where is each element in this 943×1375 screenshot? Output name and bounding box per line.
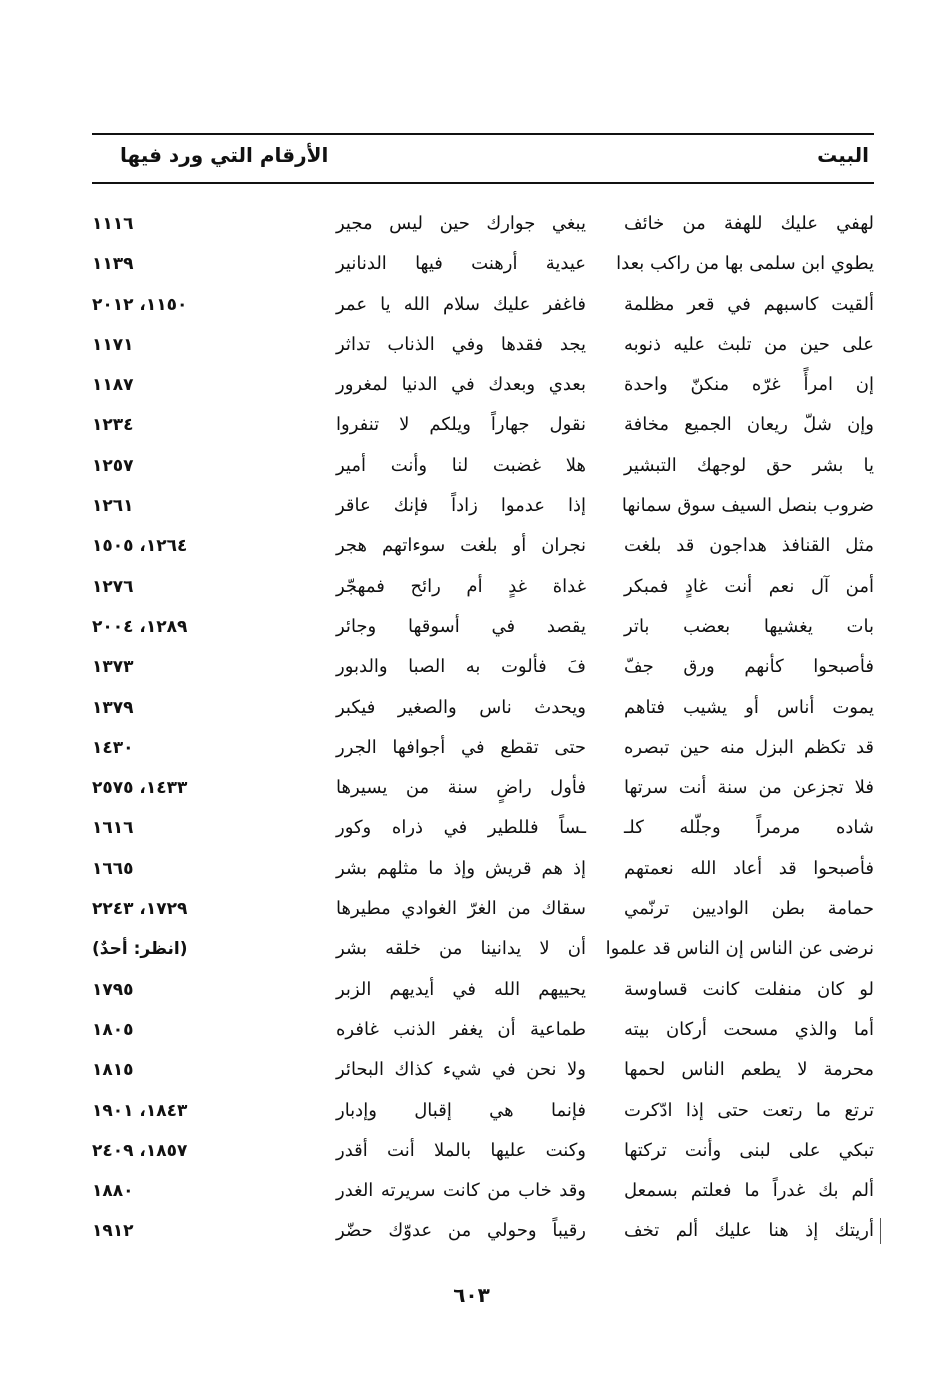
table-row [92, 365, 874, 405]
table-row [92, 768, 874, 808]
verse-reference-numbers: ١٨٤٣، ١٩٠١ [92, 1100, 188, 1121]
verse-reference-numbers: ١٨٥٧، ٢٤٠٩ [92, 1140, 188, 1161]
table-row [92, 929, 874, 969]
verse-first-hemistich: تبكي على لبنى وأنت تركتها [624, 1139, 874, 1161]
verse-second-hemistich: عيدية أرهنت فيها الدنانير [336, 253, 586, 275]
table-row [92, 889, 874, 929]
table-row [92, 1211, 874, 1251]
verse-first-hemistich: لو كان منفلت كانت قساوسة [624, 978, 874, 1000]
verse-reference-numbers: ١٢٦٤، ١٥٠٥ [92, 536, 188, 557]
table-row [92, 647, 874, 687]
verse-first-hemistich: يطوي ابن سلمى بها من راكب بعدا [616, 253, 874, 275]
verse-second-hemistich: نجران أو بلغت سوءاتهم هجر [336, 535, 586, 557]
table-row [92, 244, 874, 284]
verse-second-hemistich: سقاك من الغرّ الغوادي مطيرها [336, 898, 586, 920]
verse-reference-numbers: ١٧٢٩، ٢٢٤٣ [92, 899, 188, 920]
verse-second-hemistich: وكنت عليها بالملا أنت أقدر [336, 1139, 586, 1161]
header-bottom-rule [92, 182, 874, 184]
verse-second-hemistich: يحييهم الله في أيديهم الزبر [336, 978, 586, 1000]
table-row [92, 1171, 874, 1211]
verse-second-hemistich: فاغفر عليك سلام الله يا عمر [336, 293, 586, 315]
verse-first-hemistich: نرضى عن الناس إن الناس قد علموا [605, 938, 874, 960]
verse-first-hemistich: حمامة بطن الواديين ترنّمي [624, 898, 874, 920]
verse-reference-numbers: ١٨٠٥ [92, 1019, 134, 1040]
verse-index-table [92, 204, 874, 1252]
verse-reference-numbers: ١٢٥٧ [92, 455, 134, 476]
verse-reference-numbers: ١٧٩٥ [92, 979, 134, 1000]
verse-first-hemistich: فلا تجزعن من سنة أنت سرتها [624, 777, 874, 799]
verse-second-hemistich: إذ هم قريش وإذ ما مثلهم بشر [336, 857, 586, 879]
verse-reference-numbers: ١٣٧٩ [92, 697, 134, 718]
verse-reference-numbers: ١١٨٧ [92, 375, 134, 396]
verse-first-hemistich: فأصبحوا قد أعاد الله نعمتهم [624, 857, 874, 879]
verse-second-hemistich: يجد فقدها وفي الذناب تداثر [336, 333, 586, 355]
verse-second-hemistich: هلا غضبت لنا وأنت أمير [336, 454, 586, 476]
table-row [92, 325, 874, 365]
verse-first-hemistich: محرمة لا يطعم الناس لحمها [624, 1059, 874, 1081]
verse-reference-numbers: (انظر: أحدٌ) [92, 939, 188, 960]
verse-reference-numbers: ١٢٣٤ [92, 415, 134, 436]
verse-second-hemistich: ـساً فللطير في ذراه وكور [336, 817, 586, 839]
table-row [92, 1091, 874, 1131]
verse-second-hemistich: رقيباً وحولي من عدوّك حضّر [336, 1220, 586, 1242]
verse-second-hemistich: إذا عدموا زاداً فإنك عاقر [336, 495, 586, 517]
verse-first-hemistich: يا بشر حق لوجهك التبشير [624, 454, 874, 476]
verse-first-hemistich: ترتع ما رتعت حتى إذا ادّكرت [624, 1099, 874, 1121]
verse-second-hemistich: نقول جهاراً ويلكم لا تنفروا [336, 414, 586, 436]
verse-reference-numbers: ١٢٧٦ [92, 576, 134, 597]
table-row [92, 1131, 874, 1171]
verse-first-hemistich: ألم بك غدراً ما فعلتم بسمعل [624, 1180, 874, 1202]
page-number: ٦٠٣ [453, 1283, 490, 1307]
verse-first-hemistich: أما والذي مسحت أركان بيته [624, 1018, 874, 1040]
column-header-numbers: الأرقام التي ورد فيها [120, 143, 329, 167]
verse-first-hemistich: وإن شلّ ريعان الجميع مخافة [624, 414, 874, 436]
table-row [92, 526, 874, 566]
verse-second-hemistich: فَ فألوت به الصبا والدبور [336, 656, 586, 678]
verse-reference-numbers: ١٣٧٣ [92, 657, 134, 678]
verse-second-hemistich: يقصد في أسوقها وجائر [336, 615, 586, 637]
verse-second-hemistich: أن لا يدانينا من خلقه بشر [336, 938, 586, 960]
table-row [92, 446, 874, 486]
verse-second-hemistich: ويحدث ناس والصغير فيكبر [336, 696, 586, 718]
verse-reference-numbers: ١١٥٠، ٢٠١٢ [92, 294, 188, 315]
table-row [92, 285, 874, 325]
verse-first-hemistich: ضروب بنصل السيف سوق سمانها [621, 495, 874, 517]
table-row [92, 405, 874, 445]
table-row [92, 1010, 874, 1050]
verse-second-hemistich: حتى تقطع في أجوافها الجرر [336, 736, 586, 758]
table-row [92, 486, 874, 526]
verse-first-hemistich: فأصبحوا كأنهم ورق جفّ [624, 656, 874, 678]
verse-first-hemistich: أمن آل نعم أنت غادٍ فمبكر [624, 575, 874, 597]
verse-reference-numbers: ١٢٨٩، ٢٠٠٤ [92, 616, 188, 637]
verse-second-hemistich: يبغي جوارك حين ليس مجير [336, 213, 586, 234]
verse-first-hemistich: بات يغشيها بعضب باتر [624, 615, 874, 637]
table-row [92, 970, 874, 1010]
header-top-rule [92, 133, 874, 135]
verse-reference-numbers: ١١٧١ [92, 334, 134, 355]
table-row [92, 607, 874, 647]
verse-first-hemistich: قد تكظم البزل منه حين تبصره [624, 736, 874, 758]
verse-first-hemistich: إن امرأً غرّه منكنّ واحدة [624, 374, 874, 396]
verse-first-hemistich: مثل القنافذ هداجون قد بلغت [624, 535, 874, 557]
verse-second-hemistich: طماعية أن يغفر الذنب غافره [336, 1018, 586, 1040]
table-row [92, 567, 874, 607]
verse-second-hemistich: غداة غدٍ أم رائح فمهجّر [336, 575, 586, 597]
verse-second-hemistich: بعدي وبعدك في الدنيا لمغرور [336, 374, 586, 396]
margin-mark [880, 1218, 881, 1244]
verse-first-hemistich: لهفي عليك للهفة من خائف [624, 213, 874, 234]
verse-reference-numbers: ١٤٣٣، ٢٥٧٥ [92, 778, 188, 799]
table-row [92, 849, 874, 889]
verse-reference-numbers: ١٤٣٠ [92, 737, 134, 758]
verse-reference-numbers: ١٨٨٠ [92, 1181, 134, 1202]
table-row [92, 1050, 874, 1090]
verse-first-hemistich: يموت أناس أو يشيب فتاهم [624, 696, 874, 718]
verse-reference-numbers: ١٩١٢ [92, 1221, 134, 1242]
verse-first-hemistich: أريتك إذ هنا عليك ألم تخف [624, 1220, 874, 1242]
verse-second-hemistich: وقد خاب من كانت سريرته الغدر [336, 1180, 586, 1202]
verse-second-hemistich: فإنما هي إقبال وإدبار [336, 1099, 586, 1121]
verse-first-hemistich: ألقيت كاسبهم في قعر مظلمة [624, 293, 874, 315]
table-row [92, 728, 874, 768]
verse-reference-numbers: ١٨١٥ [92, 1060, 134, 1081]
verse-reference-numbers: ١٦١٦ [92, 818, 134, 839]
verse-reference-numbers: ١١٣٩ [92, 254, 134, 275]
table-row [92, 808, 874, 848]
table-row [92, 204, 874, 244]
verse-first-hemistich: شاده مرمراً وجلّله كلـ [624, 817, 874, 839]
verse-reference-numbers: ١٢٦١ [92, 496, 134, 517]
verse-second-hemistich: ولا نحن في شيء كذاك البحائر [336, 1059, 586, 1081]
verse-reference-numbers: ١١١٦ [92, 214, 134, 234]
column-header-verse: البيت [817, 143, 869, 167]
table-row [92, 688, 874, 728]
verse-first-hemistich: على حين من تلبث عليه ذنوبه [624, 333, 874, 355]
verse-second-hemistich: فأول راضٍ سنة من يسيرها [336, 777, 586, 799]
verse-reference-numbers: ١٦٦٥ [92, 858, 134, 879]
